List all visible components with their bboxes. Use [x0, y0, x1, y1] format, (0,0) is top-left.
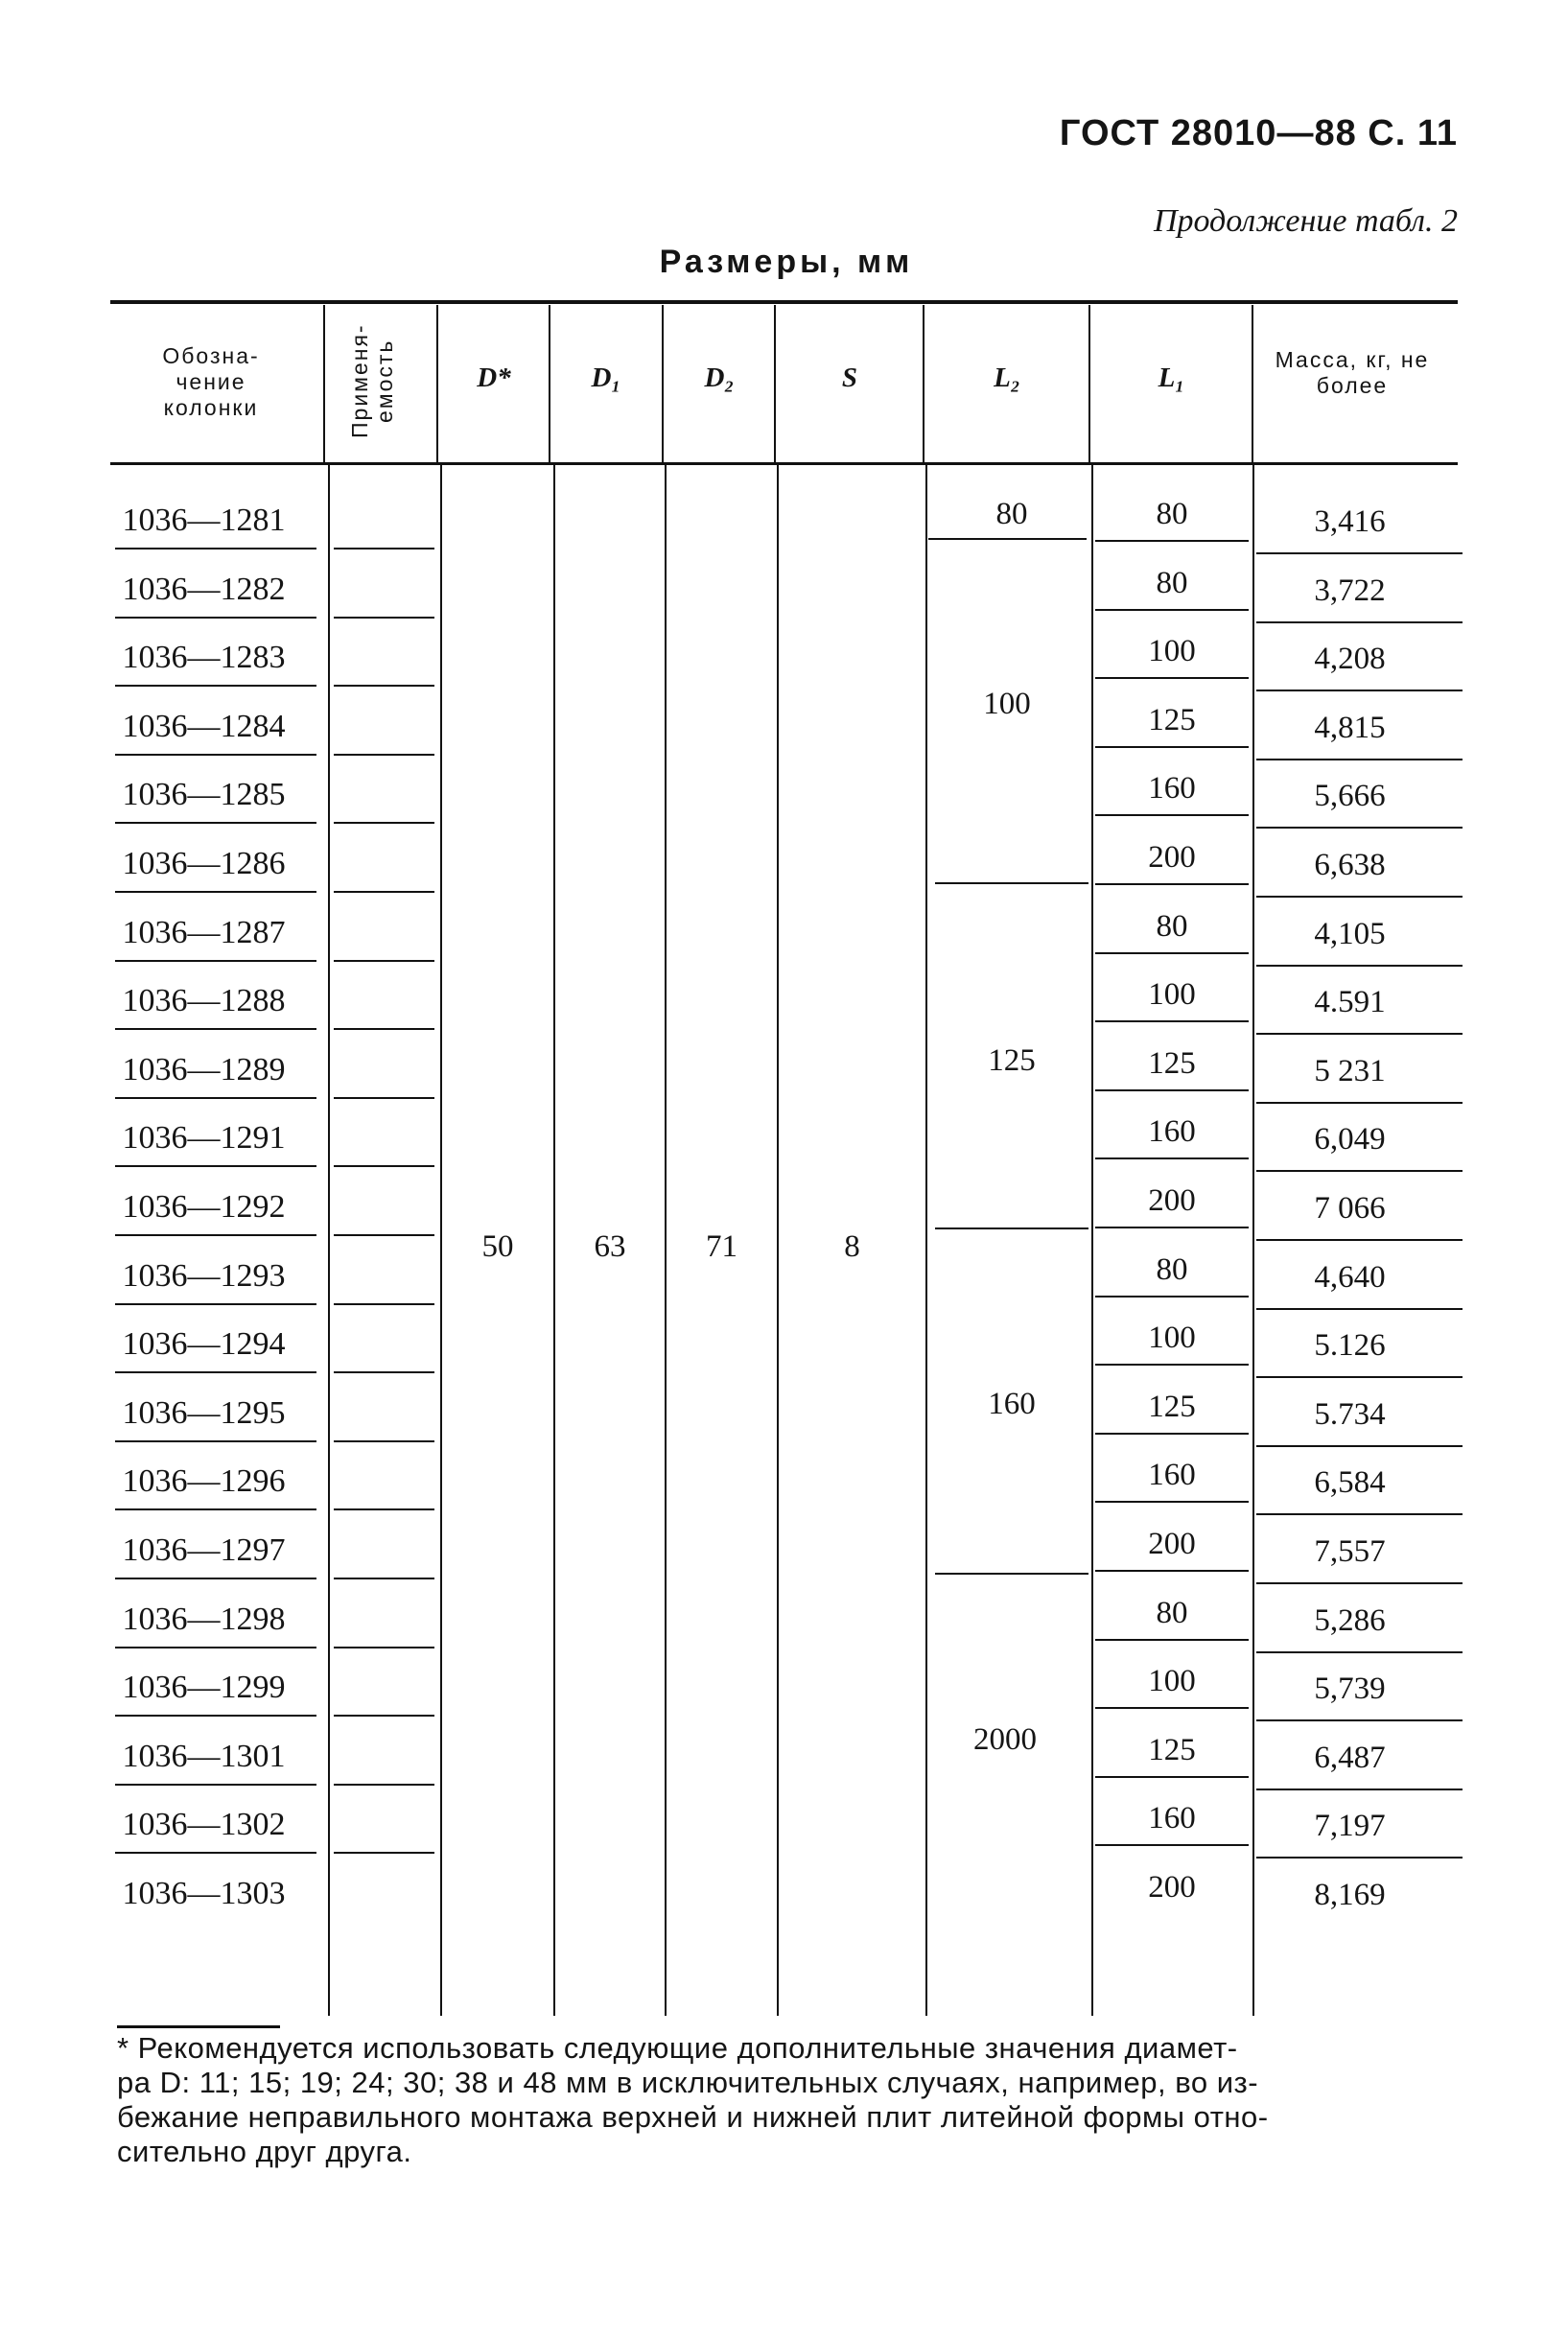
row-mass-line [1256, 1033, 1463, 1035]
row-code: 1036—1293 [122, 1257, 286, 1294]
row-mass: 4,105 [1314, 916, 1386, 951]
row-code-underline [115, 685, 316, 687]
row-L1-line [1095, 1570, 1249, 1572]
row-applicability-line [334, 891, 434, 893]
footnote-line: бежание неправильного монтажа верхней и нижней плит литейной формы отно- [117, 2100, 1269, 2134]
L2-group-divider [935, 882, 1088, 884]
row-code-underline [115, 1303, 316, 1305]
row-mass-line [1256, 1582, 1463, 1584]
row-mass-line [1256, 1789, 1463, 1790]
L2-group-divider [928, 538, 1087, 540]
row-L1: 125 [1148, 702, 1196, 737]
row-L1-line [1095, 1020, 1249, 1022]
header-sep-3 [549, 305, 550, 462]
row-applicability-line [334, 1028, 434, 1030]
row-mass-line [1256, 759, 1463, 760]
row-mass-line [1256, 1239, 1463, 1241]
row-mass-line [1256, 1170, 1463, 1172]
row-L1-line [1095, 1707, 1249, 1709]
row-mass-line [1256, 1651, 1463, 1653]
row-L1: 80 [1156, 497, 1188, 531]
row-mass: 4,640 [1314, 1259, 1386, 1295]
row-applicability-line [334, 1440, 434, 1442]
row-mass: 5,666 [1314, 779, 1386, 814]
row-code: 1036—1297 [122, 1532, 286, 1568]
cell-D1: 63 [594, 1229, 626, 1264]
row-L1-line [1095, 1639, 1249, 1641]
row-code: 1036—1282 [122, 571, 286, 607]
cell-L2-group: 100 [983, 687, 1031, 721]
row-code-underline [115, 617, 316, 619]
row-code: 1036—1303 [122, 1876, 286, 1911]
row-L1-line [1095, 1157, 1249, 1159]
row-mass-line [1256, 965, 1463, 967]
row-L1: 80 [1156, 1251, 1188, 1287]
body-vline-1 [328, 465, 330, 2016]
row-applicability-line [334, 1303, 434, 1305]
row-code-underline [115, 1097, 316, 1099]
row-L1: 160 [1148, 1801, 1196, 1836]
row-code-underline [115, 754, 316, 756]
row-code: 1036—1299 [122, 1670, 286, 1706]
row-applicability-line [334, 822, 434, 824]
L2-group-divider [935, 1573, 1088, 1575]
row-mass: 5,286 [1314, 1602, 1386, 1638]
row-L1-line [1095, 814, 1249, 816]
row-mass: 3,722 [1314, 573, 1386, 608]
row-L1: 100 [1148, 634, 1196, 669]
table-header-rule [110, 462, 1458, 465]
row-mass: 4,208 [1314, 642, 1386, 677]
table-top-rule [110, 300, 1458, 304]
row-mass-line [1256, 1102, 1463, 1104]
row-mass-line [1256, 1376, 1463, 1378]
row-code: 1036—1292 [122, 1189, 286, 1225]
col-header-D1: D₁ [591, 362, 621, 393]
row-L1: 200 [1148, 1870, 1196, 1905]
footnote-line: * Рекомендуется использовать следующие дополнительные значения диамет- [117, 2031, 1238, 2065]
col-header-applicability: Применя- емость [347, 323, 397, 438]
row-code-underline [115, 1234, 316, 1236]
row-mass: 5,739 [1314, 1672, 1386, 1707]
row-applicability-line [334, 1371, 434, 1373]
row-code-underline [115, 1508, 316, 1510]
row-L1-line [1095, 1433, 1249, 1435]
row-L1: 80 [1156, 908, 1188, 944]
row-mass: 3,416 [1314, 504, 1386, 539]
row-L1-line [1095, 609, 1249, 611]
header-sep-2 [436, 305, 438, 462]
row-code-underline [115, 1578, 316, 1579]
row-code-underline [115, 891, 316, 893]
footnote [117, 2031, 1469, 2169]
row-code-underline [115, 1715, 316, 1717]
footnote-rule [117, 2025, 280, 2028]
row-L1-line [1095, 677, 1249, 679]
table-caption: Размеры, мм [659, 244, 914, 280]
row-L1: 200 [1148, 1527, 1196, 1561]
row-L1: 125 [1148, 1045, 1196, 1081]
row-applicability-line [334, 685, 434, 687]
row-mass: 6,487 [1314, 1740, 1386, 1775]
row-applicability-line [334, 617, 434, 619]
header-sep-4 [662, 305, 664, 462]
row-mass: 4,815 [1314, 710, 1386, 745]
row-L1: 100 [1148, 1664, 1196, 1699]
row-code: 1036—1296 [122, 1463, 286, 1500]
row-L1: 80 [1156, 1595, 1188, 1630]
row-applicability-line [334, 1715, 434, 1717]
row-code: 1036—1301 [122, 1738, 286, 1774]
row-L1-line [1095, 540, 1249, 542]
row-L1-line [1095, 952, 1249, 954]
row-code: 1036—1289 [122, 1051, 286, 1087]
cell-L2-group: 2000 [973, 1722, 1037, 1757]
header-sep-5 [774, 305, 776, 462]
col-header-designation: Обозна- чение колонки [162, 343, 260, 420]
cell-S: 8 [844, 1229, 860, 1264]
row-code: 1036—1285 [122, 777, 286, 813]
row-mass: 7,197 [1314, 1809, 1386, 1844]
row-mass: 7,557 [1314, 1534, 1386, 1569]
footnote-line: ра D: 11; 15; 19; 24; 30; 38 и 48 мм в исключительных случаях, например, во из- [117, 2066, 1259, 2099]
cell-L2-group: 160 [988, 1387, 1036, 1421]
row-code-underline [115, 548, 316, 549]
row-code-underline [115, 1165, 316, 1167]
row-L1: 200 [1148, 840, 1196, 875]
row-L1: 100 [1148, 1321, 1196, 1356]
row-L1: 80 [1156, 565, 1188, 600]
row-mass-line [1256, 1513, 1463, 1515]
row-mass-line [1256, 1308, 1463, 1310]
row-code-underline [115, 1647, 316, 1648]
row-code-underline [115, 1371, 316, 1373]
row-code: 1036—1284 [122, 708, 286, 744]
row-code-underline [115, 960, 316, 962]
row-mass-line [1256, 690, 1463, 691]
row-L1-line [1095, 1844, 1249, 1846]
row-applicability-line [334, 1165, 434, 1167]
col-header-L2: L₂ [994, 362, 1020, 393]
row-applicability-line [334, 1784, 434, 1786]
col-header-mass: Масса, кг, не более [1275, 347, 1430, 398]
row-code: 1036—1295 [122, 1394, 286, 1431]
row-mass: 4.591 [1314, 985, 1386, 1020]
row-applicability-line [334, 548, 434, 549]
cell-D: 50 [481, 1229, 514, 1264]
row-code: 1036—1287 [122, 914, 286, 950]
row-L1-line [1095, 1364, 1249, 1366]
header-sep-7 [1088, 305, 1090, 462]
row-applicability-line [334, 1508, 434, 1510]
row-code: 1036—1286 [122, 846, 286, 881]
L2-group-divider [935, 1227, 1088, 1229]
cell-D2: 71 [706, 1229, 737, 1264]
row-code-underline [115, 1784, 316, 1786]
row-L1: 160 [1148, 771, 1196, 807]
row-mass-line [1256, 621, 1463, 623]
row-applicability-line [334, 1578, 434, 1579]
body-vline-7 [1091, 465, 1093, 2016]
row-code-underline [115, 1028, 316, 1030]
row-applicability-line [334, 1234, 434, 1236]
body-vline-6 [925, 465, 927, 2016]
row-mass: 8,169 [1314, 1878, 1386, 1912]
row-code: 1036—1298 [122, 1601, 286, 1637]
row-code-underline [115, 1440, 316, 1442]
col-header-S: S [841, 362, 858, 393]
row-L1-line [1095, 746, 1249, 748]
row-L1-line [1095, 1089, 1249, 1091]
col-header-D2: D₂ [704, 362, 735, 393]
row-mass: 5 231 [1314, 1053, 1386, 1088]
row-L1-line [1095, 1227, 1249, 1228]
header-sep-8 [1252, 305, 1253, 462]
row-mass-line [1256, 552, 1463, 554]
row-applicability-line [334, 1852, 434, 1854]
footnote-line: сительно друг друга. [117, 2135, 412, 2168]
header-sep-6 [923, 305, 924, 462]
page-header: ГОСТ 28010—88 С. 11 [1059, 113, 1458, 153]
cell-L2-group: 125 [988, 1043, 1036, 1078]
row-mass-line [1256, 896, 1463, 898]
row-mass-line [1256, 827, 1463, 829]
row-code: 1036—1283 [122, 640, 286, 676]
row-mass-line [1256, 1719, 1463, 1721]
row-code: 1036—1281 [122, 503, 286, 538]
row-L1: 160 [1148, 1114, 1196, 1150]
col-header-D: D* [477, 362, 511, 393]
row-applicability-line [334, 754, 434, 756]
row-mass: 6,049 [1314, 1122, 1386, 1157]
row-L1: 160 [1148, 1458, 1196, 1493]
row-mass: 5.734 [1314, 1396, 1386, 1432]
cell-L2-group: 80 [995, 497, 1028, 531]
row-mass: 6,584 [1314, 1465, 1386, 1501]
row-mass-line [1256, 1445, 1463, 1447]
row-code: 1036—1291 [122, 1120, 286, 1157]
table-continuation-label: Продолжение табл. 2 [1153, 203, 1458, 239]
row-applicability-line [334, 1647, 434, 1648]
row-mass-line [1256, 1857, 1463, 1859]
row-L1: 125 [1148, 1732, 1196, 1767]
row-L1: 125 [1148, 1389, 1196, 1424]
row-L1-line [1095, 1501, 1249, 1503]
row-L1-line [1095, 1776, 1249, 1778]
row-code: 1036—1288 [122, 983, 286, 1019]
body-vline-8 [1252, 465, 1254, 2016]
row-mass: 6,638 [1314, 848, 1386, 882]
header-sep-1 [323, 305, 325, 462]
row-L1: 200 [1148, 1183, 1196, 1218]
row-mass: 5.126 [1314, 1328, 1386, 1364]
row-L1: 100 [1148, 977, 1196, 1013]
row-code: 1036—1302 [122, 1807, 286, 1843]
row-applicability-line [334, 1097, 434, 1099]
row-code-underline [115, 822, 316, 824]
row-code-underline [115, 1852, 316, 1854]
row-L1-line [1095, 1296, 1249, 1298]
row-applicability-line [334, 960, 434, 962]
row-L1-line [1095, 883, 1249, 885]
col-header-L1: L₁ [1158, 362, 1185, 393]
row-code: 1036—1294 [122, 1326, 286, 1363]
row-mass: 7 066 [1314, 1191, 1386, 1226]
